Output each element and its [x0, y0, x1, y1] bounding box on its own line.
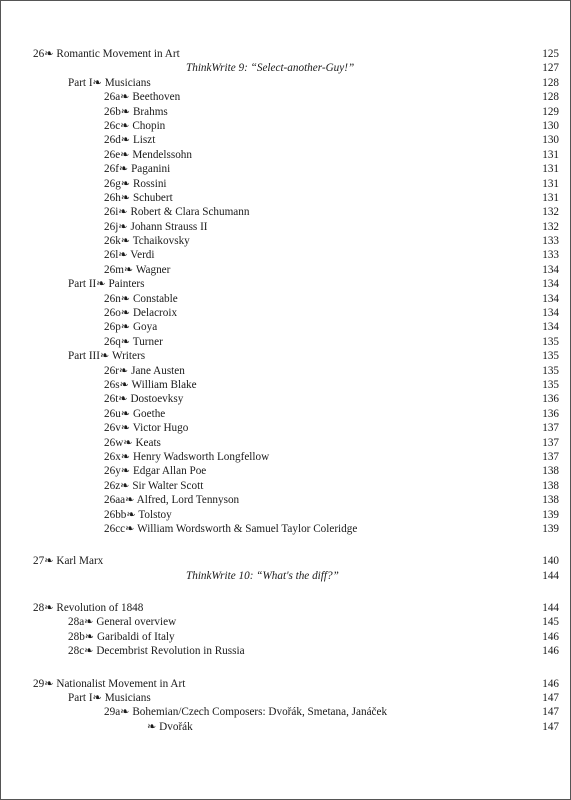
toc-entry — [1, 720, 570, 734]
toc-entry-title: 28c❧ Decembrist Revolution in Russia — [68, 644, 248, 658]
toc-entry — [1, 349, 570, 363]
toc-entry-title: 26d❧ Liszt — [104, 133, 158, 147]
toc-entry — [1, 47, 570, 61]
toc-entry — [1, 554, 570, 568]
toc-entry — [1, 119, 570, 133]
toc-entry-title: 26bb❧ Tolstoy — [104, 508, 175, 522]
toc-entry-title: 26f❧ Paganini — [104, 162, 173, 176]
toc-entry-title: 26q❧ Turner — [104, 335, 166, 349]
toc-entry-title: 26z❧ Sir Walter Scott — [104, 479, 206, 493]
toc-page-number: 139 — [525, 508, 559, 522]
toc-entry — [1, 705, 570, 719]
toc-entry-title: 26❧ Romantic Movement in Art — [33, 47, 183, 61]
toc-entry — [1, 105, 570, 119]
toc-entry — [1, 508, 570, 522]
toc-page-number: 145 — [525, 615, 559, 629]
toc-page-number: 137 — [525, 436, 559, 450]
toc-page-number: 144 — [525, 569, 559, 583]
toc-entry — [1, 392, 570, 406]
toc-entry-title: 26b❧ Brahms — [104, 105, 171, 119]
toc-entry — [1, 292, 570, 306]
toc-entry-title: 26v❧ Victor Hugo — [104, 421, 191, 435]
toc-entry-title: 26t❧ Dostoevksy — [104, 392, 186, 406]
toc-page-number: 134 — [525, 277, 559, 291]
toc-page-number: 135 — [525, 349, 559, 363]
toc-entry-title: 26h❧ Schubert — [104, 191, 176, 205]
toc-page-number: 137 — [525, 421, 559, 435]
toc-entry-title: 26i❧ Robert & Clara Schumann — [104, 205, 252, 219]
toc-page-number: 134 — [525, 263, 559, 277]
toc-page-number: 131 — [525, 162, 559, 176]
table-of-contents — [1, 47, 570, 734]
toc-entry-title: Part I❧ Musicians — [68, 691, 154, 705]
toc-entry-title: 26cc❧ William Wordsworth & Samuel Taylor Coleridge — [104, 522, 360, 536]
toc-entry-title: 26n❧ Constable — [104, 292, 181, 306]
toc-entry — [1, 630, 570, 644]
toc-entry-title: 26m❧ Wagner — [104, 263, 173, 277]
toc-entry-title: Part III❧ Writers — [68, 349, 148, 363]
toc-page-number: 135 — [525, 364, 559, 378]
toc-page-number: 137 — [525, 450, 559, 464]
toc-entry-title: 26c❧ Chopin — [104, 119, 168, 133]
toc-page-number: 135 — [525, 378, 559, 392]
toc-entry — [1, 601, 570, 615]
toc-entry — [1, 407, 570, 421]
toc-entry — [1, 263, 570, 277]
toc-page-number: 140 — [525, 554, 559, 568]
toc-entry-title: 26s❧ William Blake — [104, 378, 200, 392]
toc-page-number: 133 — [525, 248, 559, 262]
toc-entry — [1, 464, 570, 478]
toc-entry — [1, 61, 570, 75]
toc-page-number: 130 — [525, 119, 559, 133]
toc-entry-title: 26x❧ Henry Wadsworth Longfellow — [104, 450, 272, 464]
toc-entry — [1, 479, 570, 493]
toc-page-number: 130 — [525, 133, 559, 147]
toc-page-number: 144 — [525, 601, 559, 615]
toc-page-number: 147 — [525, 705, 559, 719]
toc-entry — [1, 191, 570, 205]
toc-page-number: 138 — [525, 464, 559, 478]
toc-page-number: 127 — [525, 61, 559, 75]
toc-entry — [1, 306, 570, 320]
toc-entry-title: 26k❧ Tchaikovsky — [104, 234, 193, 248]
toc-entry-title: 26a❧ Beethoven — [104, 90, 183, 104]
toc-page-number: 138 — [525, 479, 559, 493]
toc-entry — [1, 691, 570, 705]
toc-entry — [1, 90, 570, 104]
toc-entry — [1, 522, 570, 536]
toc-page-number: 135 — [525, 335, 559, 349]
toc-entry — [1, 644, 570, 658]
toc-page-number: 128 — [525, 90, 559, 104]
toc-page-number: 131 — [525, 177, 559, 191]
toc-entry-title: 26w❧ Keats — [104, 436, 164, 450]
toc-entry-title: ThinkWrite 9: “Select-another-Guy!” — [186, 61, 357, 75]
toc-entry-title: 29a❧ Bohemian/Czech Composers: Dvořák, Smetana, Janáček — [104, 705, 390, 719]
toc-entry-title: 26r❧ Jane Austen — [104, 364, 188, 378]
toc-entry — [1, 378, 570, 392]
toc-page-number: 132 — [525, 220, 559, 234]
toc-entry-title: ❧ Dvořák — [147, 720, 196, 734]
toc-page-number: 147 — [525, 720, 559, 734]
toc-page-number: 139 — [525, 522, 559, 536]
toc-entry — [1, 569, 570, 583]
toc-page-number: 125 — [525, 47, 559, 61]
toc-entry-title: Part II❧ Painters — [68, 277, 147, 291]
toc-entry — [1, 234, 570, 248]
toc-entry-title: 26j❧ Johann Strauss II — [104, 220, 211, 234]
toc-entry — [1, 615, 570, 629]
toc-entry — [1, 450, 570, 464]
toc-entry-title: 26l❧ Verdi — [104, 248, 158, 262]
toc-page-number: 146 — [525, 644, 559, 658]
toc-page-number: 138 — [525, 493, 559, 507]
toc-page-number: 131 — [525, 148, 559, 162]
toc-page-number: 131 — [525, 191, 559, 205]
toc-page-number: 132 — [525, 205, 559, 219]
toc-entry — [1, 335, 570, 349]
toc-entry — [1, 436, 570, 450]
toc-entry — [1, 677, 570, 691]
toc-entry-title: 26u❧ Goethe — [104, 407, 168, 421]
toc-page-number: 134 — [525, 320, 559, 334]
toc-entry-title: ThinkWrite 10: “What's the diff?” — [186, 569, 342, 583]
toc-entry — [1, 220, 570, 234]
toc-page-number: 134 — [525, 306, 559, 320]
toc-page-number: 128 — [525, 76, 559, 90]
toc-entry — [1, 148, 570, 162]
toc-entry-title: 28❧ Revolution of 1848 — [33, 601, 146, 615]
toc-entry-title: 26y❧ Edgar Allan Poe — [104, 464, 209, 478]
toc-entry — [1, 320, 570, 334]
toc-page-number: 146 — [525, 677, 559, 691]
toc-entry — [1, 133, 570, 147]
toc-entry-title: 28a❧ General overview — [68, 615, 179, 629]
toc-page-number: 133 — [525, 234, 559, 248]
toc-entry-title: 26e❧ Mendelssohn — [104, 148, 195, 162]
toc-page-number: 129 — [525, 105, 559, 119]
toc-entry — [1, 421, 570, 435]
toc-entry-title: 28b❧ Garibaldi of Italy — [68, 630, 178, 644]
toc-page-number: 134 — [525, 292, 559, 306]
toc-entry — [1, 205, 570, 219]
toc-page-number: 146 — [525, 630, 559, 644]
toc-entry — [1, 493, 570, 507]
toc-page-number: 147 — [525, 691, 559, 705]
toc-entry-title: Part I❧ Musicians — [68, 76, 154, 90]
toc-entry — [1, 364, 570, 378]
toc-entry-title: 27❧ Karl Marx — [33, 554, 106, 568]
toc-entry-title: 29❧ Nationalist Movement in Art — [33, 677, 188, 691]
toc-entry-title: 26aa❧ Alfred, Lord Tennyson — [104, 493, 242, 507]
toc-entry — [1, 248, 570, 262]
toc-page-number: 136 — [525, 392, 559, 406]
toc-entry — [1, 277, 570, 291]
toc-entry — [1, 177, 570, 191]
toc-entry — [1, 162, 570, 176]
toc-entry-title: 26g❧ Rossini — [104, 177, 170, 191]
toc-entry-title: 26p❧ Goya — [104, 320, 160, 334]
toc-entry — [1, 76, 570, 90]
toc-entry-title: 26o❧ Delacroix — [104, 306, 180, 320]
toc-page-number: 136 — [525, 407, 559, 421]
